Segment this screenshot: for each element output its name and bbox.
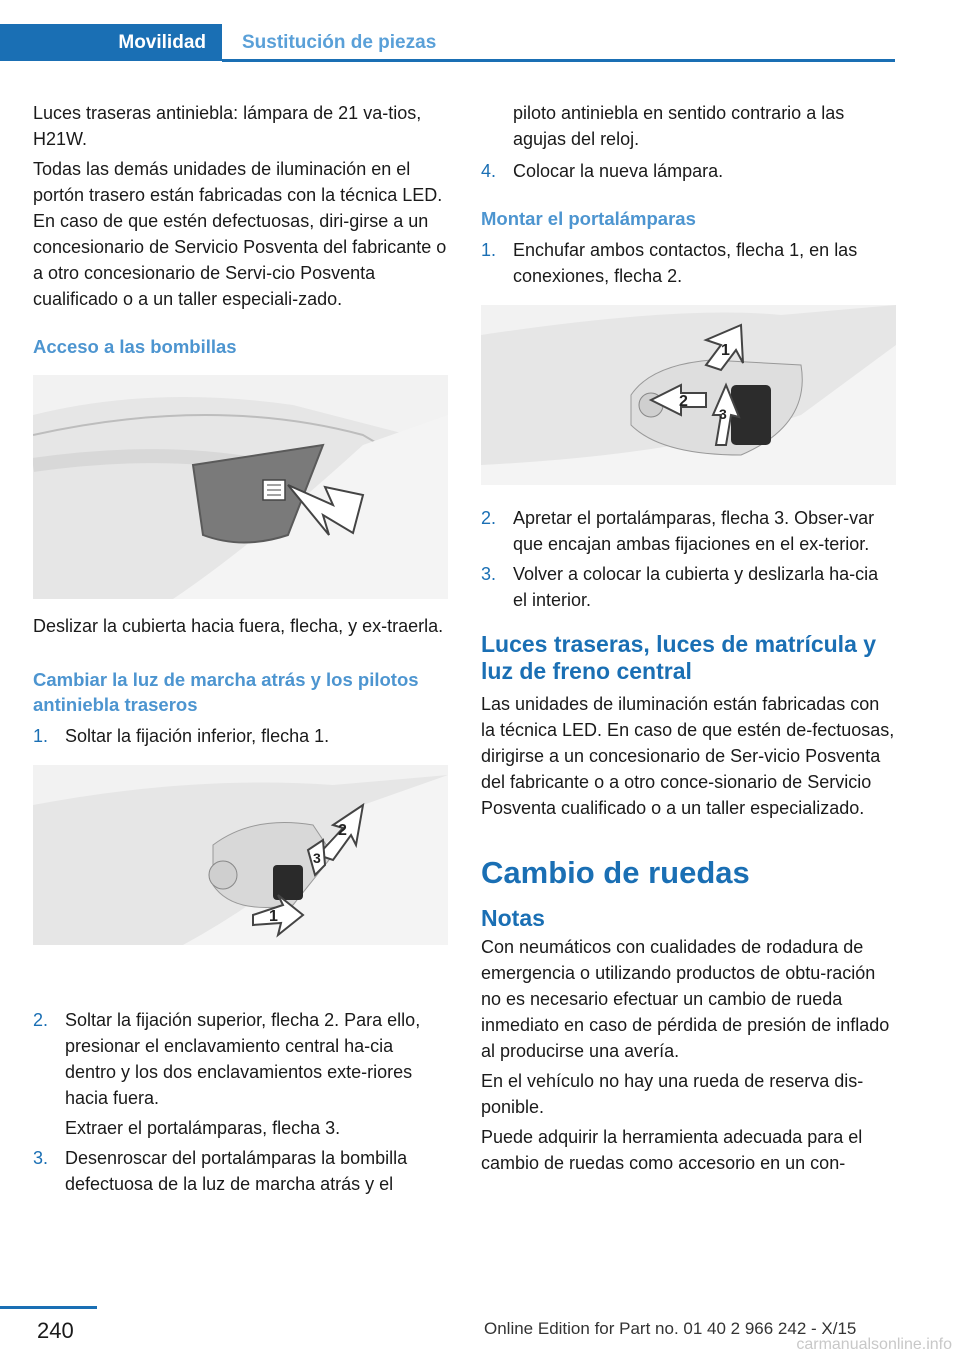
step-text: Apretar el portalámparas, flecha 3. Obser-var que encajan ambas fijaciones en el ex-terior. <box>513 508 875 554</box>
header-tabs <box>0 0 895 62</box>
step-number: 2. <box>33 1010 49 1030</box>
step-montar-3 <box>481 561 896 613</box>
paragraph-notas-1: Con neumáticos con cualidades de rodadura de emergencia o utilizando productos de obtu-ración no es necesario efectuar un cambio de rueda inmediato en caso de pérdida de presión de inflado al producirse una avería. <box>481 937 890 1061</box>
arrow-label-2: 2 <box>338 822 347 839</box>
heading-montar-portalamparas: Montar el portalámparas <box>481 208 696 229</box>
tab-sustitucion[interactable]: Sustitución de piezas <box>242 31 437 53</box>
step-4 <box>481 158 896 184</box>
arrow-label-1: 1 <box>721 342 730 359</box>
paragraph-deslizar-cubierta: Deslizar la cubierta hacia fuera, flecha, y ex-traerla. <box>33 616 444 636</box>
step-montar-1 <box>481 237 896 289</box>
arrow-label-2: 2 <box>679 393 688 410</box>
step-montar-2 <box>481 505 896 557</box>
figure-connectors <box>481 305 896 485</box>
step-number: 3. <box>33 1148 49 1168</box>
heading-acceso-bombillas: Acceso a las bombillas <box>33 336 237 357</box>
arrow-label-1: 1 <box>269 908 278 925</box>
cover-slide-illustration <box>33 375 448 599</box>
tab-movilidad[interactable]: Movilidad <box>0 24 222 61</box>
step-3-continued: piloto antiniebla en sentido contrario a las agujas del reloj. <box>513 103 845 149</box>
step-text: Soltar la fijación superior, flecha 2. Para ello, presionar el enclavamiento central ha-cia dentro y los dos enclavamientos exte-riores hacia fuera. <box>65 1010 421 1108</box>
arrow-label-3: 3 <box>719 406 727 422</box>
step-text: Soltar la fijación inferior, flecha 1. <box>65 726 330 746</box>
footer-edition: Online Edition for Part no. 01 40 2 966 242 - X/15 <box>484 1319 857 1338</box>
paragraph-luces-antiniebla: Luces traseras antiniebla: lámpara de 21 va-tios, H21W. <box>33 103 422 149</box>
connectors-illustration <box>481 305 896 485</box>
step-number: 1. <box>481 240 497 260</box>
watermark: carmanualsonline.info <box>796 1336 952 1353</box>
figure-cover-slide <box>33 375 448 599</box>
footer-rule <box>0 1306 97 1309</box>
page-number: 240 <box>37 1318 74 1343</box>
right-column <box>481 100 896 1180</box>
paragraph-luces-led: Las unidades de iluminación están fabricadas con la técnica LED. En caso de que estén de-fectuosas, dirigirse a un concesionario de Ser-vicio Posventa del fabricante o a otro conce-sionario de Servicio Posventa cualificado o a un taller especializado. <box>481 694 895 818</box>
lamp-holder-illustration <box>33 765 448 945</box>
paragraph-unidades-led: Todas las demás unidades de iluminación en el portón trasero están fabricadas con la técnica LED. En caso de que estén defectuosas, diri-girse a un concesionario de Servicio Posventa del fabricante o a otro concesionario de Servi-cio Posventa cualificado o a un taller especiali-zado. <box>33 159 447 309</box>
figure-lamp-holder <box>33 765 448 989</box>
step-1 <box>33 723 448 749</box>
arrow-label-3: 3 <box>313 850 321 866</box>
step-text: Colocar la nueva lámpara. <box>513 161 724 181</box>
step-number: 3. <box>481 564 497 584</box>
step-3 <box>33 1145 448 1197</box>
step-2-subtext: Extraer el portalámparas, flecha 3. <box>65 1118 341 1138</box>
header-rule <box>222 59 895 62</box>
step-text: Desenroscar del portalámparas la bombilla defectuosa de la luz de marcha atrás y el <box>65 1148 408 1194</box>
heading-notas: Notas <box>481 905 545 931</box>
step-text: Enchufar ambos contactos, flecha 1, en las conexiones, flecha 2. <box>513 240 858 286</box>
left-column <box>33 100 448 1201</box>
heading-cambio-ruedas: Cambio de ruedas <box>481 855 750 890</box>
step-number: 4. <box>481 161 497 181</box>
step-number: 1. <box>33 726 49 746</box>
heading-luces-traseras: Luces traseras, luces de matrícula y luz de freno central <box>481 631 877 684</box>
paragraph-notas-2: En el vehículo no hay una rueda de reserva dis-ponible. <box>481 1071 864 1117</box>
heading-cambiar-luz: Cambiar la luz de marcha atrás y los pilotos antiniebla traseros <box>33 669 419 715</box>
step-2 <box>33 1007 448 1111</box>
step-text: Volver a colocar la cubierta y deslizarla ha-cia el interior. <box>513 564 879 610</box>
step-number: 2. <box>481 508 497 528</box>
paragraph-notas-3: Puede adquirir la herramienta adecuada para el cambio de ruedas como accesorio en un con- <box>481 1127 863 1173</box>
